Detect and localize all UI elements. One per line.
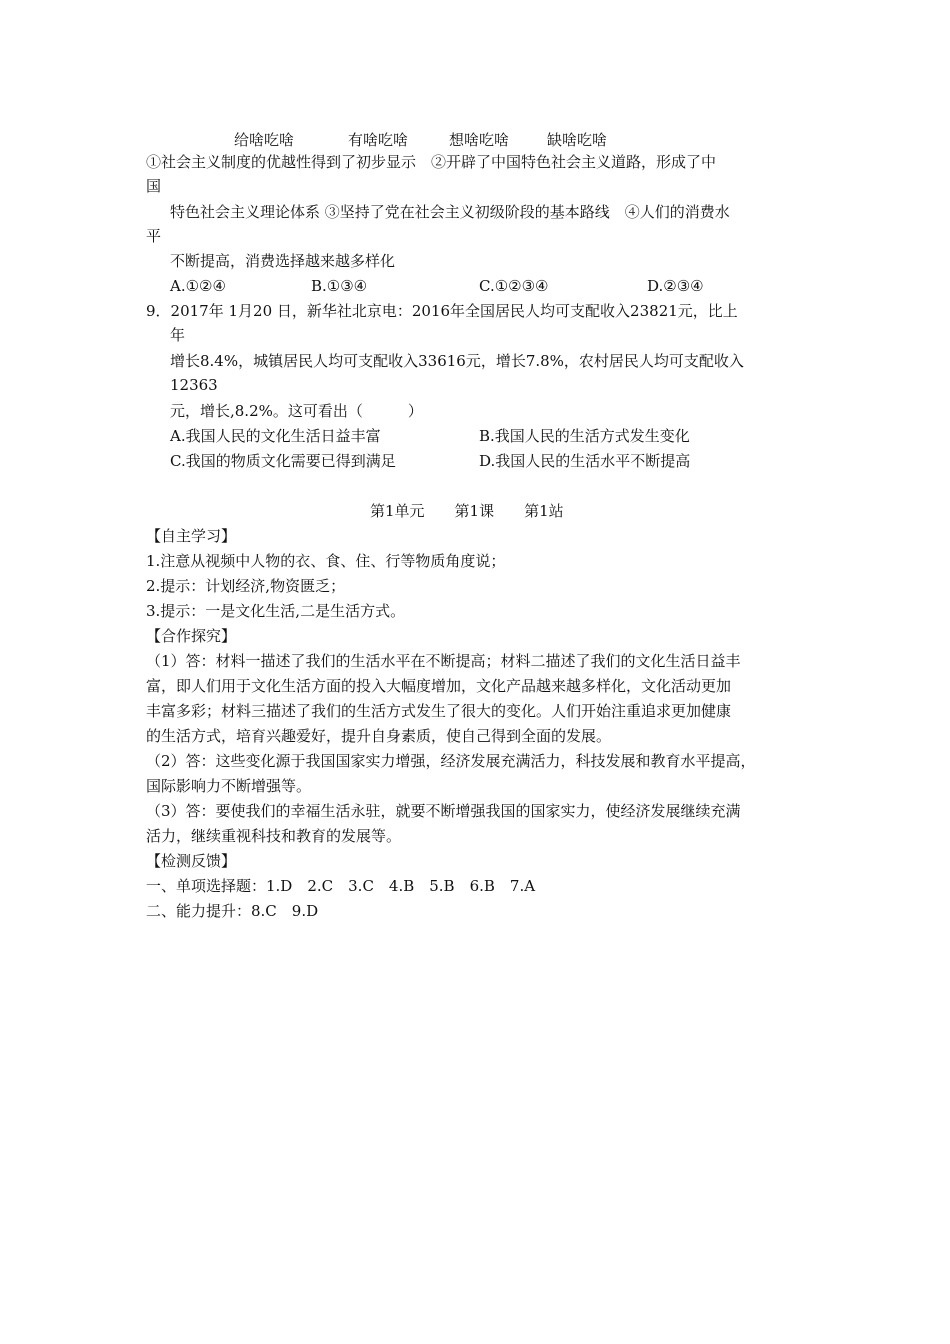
q9-stem-line: 元，增长,8.2%。这可看出（ ） <box>170 402 423 420</box>
answer-line: （3）答：要使我们的幸福生活永驻，就要不断增强我国的国家实力，使经济发展继续充满 <box>146 802 741 820</box>
q8-option-c: C.①②③④ <box>479 277 549 295</box>
q9-stem-line: 增长8.4%，城镇居民人均可支配收入33616元，增长7.8%，农村居民人均可支配收入 <box>170 352 744 370</box>
q8-phrase: 有啥吃啥 <box>348 131 409 149</box>
answer-line: 3.提示：一是文化生活,二是生活方式。 <box>146 602 406 620</box>
q9-option-a: A.我国人民的文化生活日益丰富 <box>170 427 381 445</box>
answer-line: 活力，继续重视科技和教育的发展等。 <box>146 827 402 845</box>
q8-phrase: 缺啥吃啥 <box>547 131 608 149</box>
answer-line: 一、单项选择题：1.D 2.C 3.C 4.B 5.B 6.B 7.A <box>146 877 536 895</box>
q8-statement-line: 特色社会主义理论体系 ③坚持了党在社会主义初级阶段的基本路线 ④人们的消费水 <box>170 203 730 221</box>
q9-option-d: D.我国人民的生活水平不断提高 <box>479 452 691 470</box>
answer-line: 丰富多彩；材料三描述了我们的生活方式发生了很大的变化。人们开始注重追求更加健康 <box>146 702 732 720</box>
answer-section-title: 第1单元 第1课 第1站 <box>370 502 564 520</box>
q9-option-c: C.我国的物质文化需要已得到满足 <box>170 452 396 470</box>
q8-option-d: D.②③④ <box>647 277 704 295</box>
q8-option-a: A.①②④ <box>170 277 226 295</box>
section-heading: 【检测反馈】 <box>146 852 237 870</box>
answer-line: （2）答：这些变化源于我国国家实力增强，经济发展充满活力，科技发展和教育水平提高， <box>146 752 756 770</box>
answer-line: 富，即人们用于文化生活方面的投入大幅度增加，文化产品越来越多样化，文化活动更加 <box>146 677 732 695</box>
q8-statement-line: 国 <box>146 177 162 195</box>
q9-stem-line: 12363 <box>170 376 218 394</box>
section-heading: 【合作探究】 <box>146 627 237 645</box>
q8-statement-line: 不断提高，消费选择越来越多样化 <box>170 252 396 270</box>
answer-line: 国际影响力不断增强等。 <box>146 777 312 795</box>
q8-phrase: 想啥吃啥 <box>449 131 510 149</box>
q9-stem-line: 9．2017年 1月20 日，新华社北京电：2016年全国居民人均可支配收入23821元，比上 <box>146 302 738 320</box>
answer-line: 的生活方式，培育兴趣爱好，提升自身素质，使自己得到全面的发展。 <box>146 727 612 745</box>
q8-statement-line: ①社会主义制度的优越性得到了初步显示 ②开辟了中国特色社会主义道路，形成了中 <box>146 153 717 171</box>
q9-stem-line: 年 <box>170 326 186 344</box>
q9-option-b: B.我国人民的生活方式发生变化 <box>479 427 690 445</box>
q8-statement-line: 平 <box>146 227 162 245</box>
answer-line: 1.注意从视频中人物的衣、食、住、行等物质角度说； <box>146 552 506 570</box>
q8-phrase: 给啥吃啥 <box>234 131 295 149</box>
answer-line: （1）答：材料一描述了我们的生活水平在不断提高；材料二描述了我们的文化生活日益丰 <box>146 652 741 670</box>
answer-line: 二、能力提升：8.C 9.D <box>146 902 319 920</box>
section-heading: 【自主学习】 <box>146 527 237 545</box>
q8-option-b: B.①③④ <box>311 277 368 295</box>
answer-line: 2.提示：计划经济,物资匮乏； <box>146 577 346 595</box>
